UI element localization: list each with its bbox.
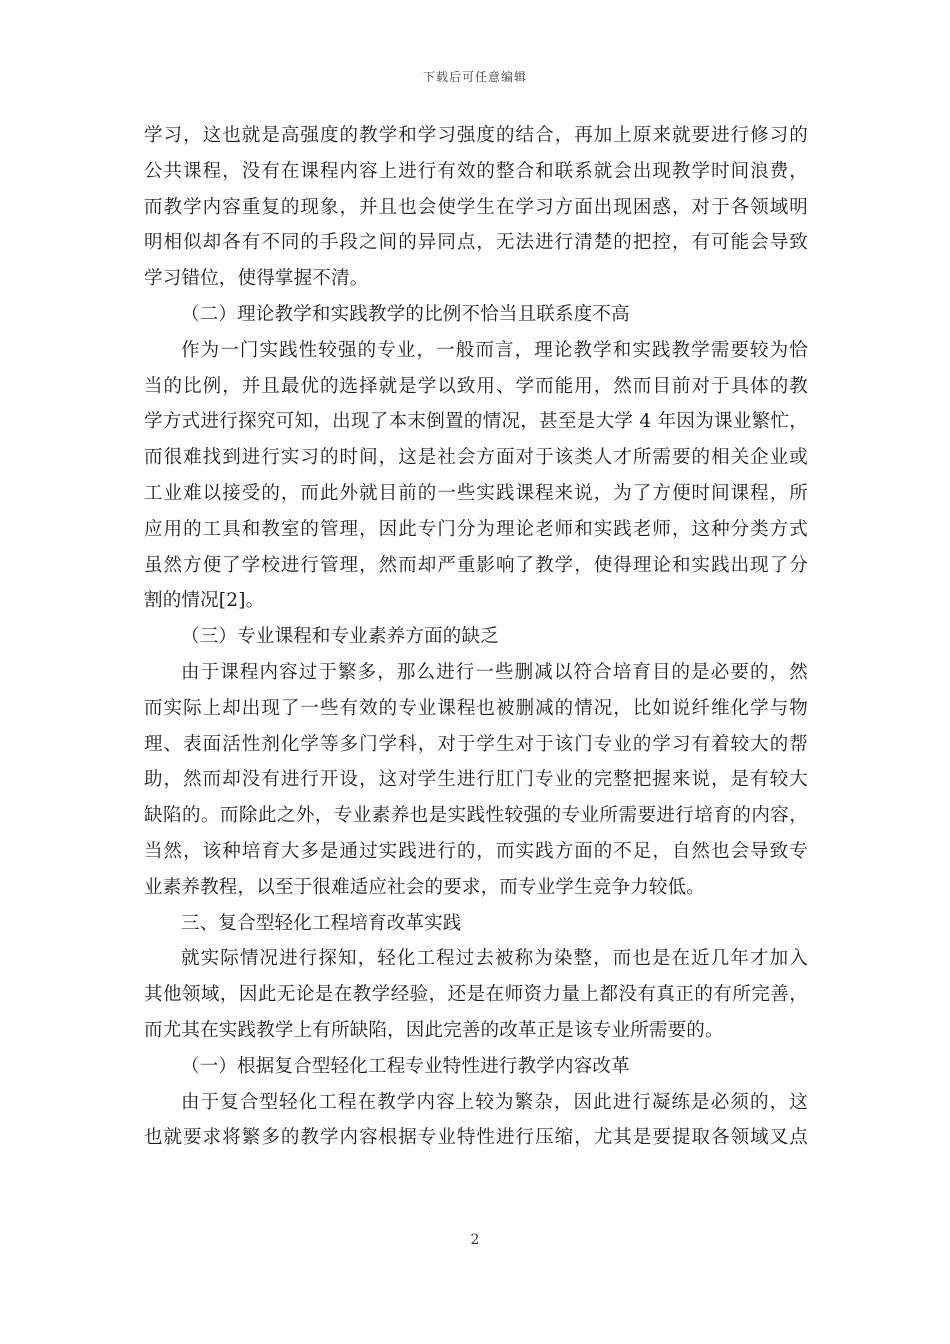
text-line: 学方式进行探究可知，出现了本末倒置的情况，甚至是大学 4 年因为课业繁忙，: [144, 411, 808, 433]
text-line: 由于复合型轻化工程在教学内容上较为繁杂，因此进行凝练是必须的，这: [181, 1091, 808, 1113]
text-line: 明相似却各有不同的手段之间的异同点，无法进行清楚的把控，有可能会导致: [144, 232, 808, 254]
text-line: 而尤其在实践教学上有所缺陷，因此完善的改革正是该专业所需要的。: [144, 1019, 724, 1041]
text-line: 就实际情况进行探知，轻化工程过去被称为染整，而也是在近几年才加入: [181, 948, 808, 970]
text-line: 公共课程，没有在课程内容上进行有效的整合和联系就会出现教学时间浪费，: [144, 160, 808, 182]
text-line: （三）专业课程和专业素养方面的缺乏: [181, 626, 499, 648]
text-line: 而实际上却出现了一些有效的专业课程也被删减的情况，比如说纤维化学与物: [144, 697, 808, 719]
text-line: 当然，该种培育大多是通过实践进行的，而实践方面的不足，自然也会导致专: [144, 840, 808, 862]
text-line: 而很难找到进行实习的时间，这是社会方面对于该类人才所需要的相关企业或: [144, 447, 808, 469]
text-line: 学习，这也就是高强度的教学和学习强度的结合，再加上原来就要进行修习的: [144, 125, 808, 146]
page-header: 下载后可任意编辑: [422, 70, 527, 84]
text-line: （二）理论教学和实践教学的比例不恰当且联系度不高: [181, 303, 630, 325]
text-line: 当的比例，并且最优的选择就是学以致用、学而能用，然而目前对于具体的教: [144, 375, 808, 397]
page-number: 2: [470, 1232, 480, 1248]
text-line: 三、复合型轻化工程培育改革实践: [181, 912, 462, 934]
text-line: 应用的工具和教室的管理，因此专门分为理论老师和实践老师，这种分类方式: [144, 518, 808, 540]
text-line: 工业难以接受的，而此外就目前的一些实践课程来说，为了方便时间课程，所: [144, 482, 808, 504]
text-line: 其他领域，因此无论是在教学经验，还是在师资力量上都没有真正的有所完善，: [144, 984, 808, 1006]
document-body: [144, 118, 808, 1156]
text-line: 理、表面活性剂化学等多门学科，对于学生对于该门专业的学习有着较大的帮: [144, 733, 808, 755]
text-line: 学习错位，使得掌握不清。: [144, 268, 369, 290]
text-line: 作为一门实践性较强的专业，一般而言，理论教学和实践教学需要较为恰: [181, 339, 808, 361]
text-line: 也就要求将繁多的教学内容根据专业特性进行压缩，尤其是要提取各领域叉点: [144, 1127, 808, 1149]
text-line: 虽然方便了学校进行管理，然而却严重影响了教学，使得理论和实践出现了分: [144, 554, 808, 576]
text-line: 缺陷的。而除此之外，专业素养也是实践性较强的专业所需要进行培育的内容，: [144, 805, 808, 827]
text-line: 业素养教程，以至于很难适应社会的要求，而专业学生竞争力较低。: [144, 876, 706, 898]
text-line: （一）根据复合型轻化工程专业特性进行教学内容改革: [181, 1055, 630, 1077]
text-line: 割的情况[2]。: [144, 590, 265, 612]
text-line: 由于课程内容过于繁多，那么进行一些删减以符合培育目的是必要的，然: [181, 661, 808, 683]
text-line: 而教学内容重复的现象，并且也会使学生在学习方面出现困惑，对于各领域明: [144, 196, 808, 218]
text-line: 助，然而却没有进行开设，这对学生进行肛门专业的完整把握来说，是有较大: [144, 769, 808, 791]
